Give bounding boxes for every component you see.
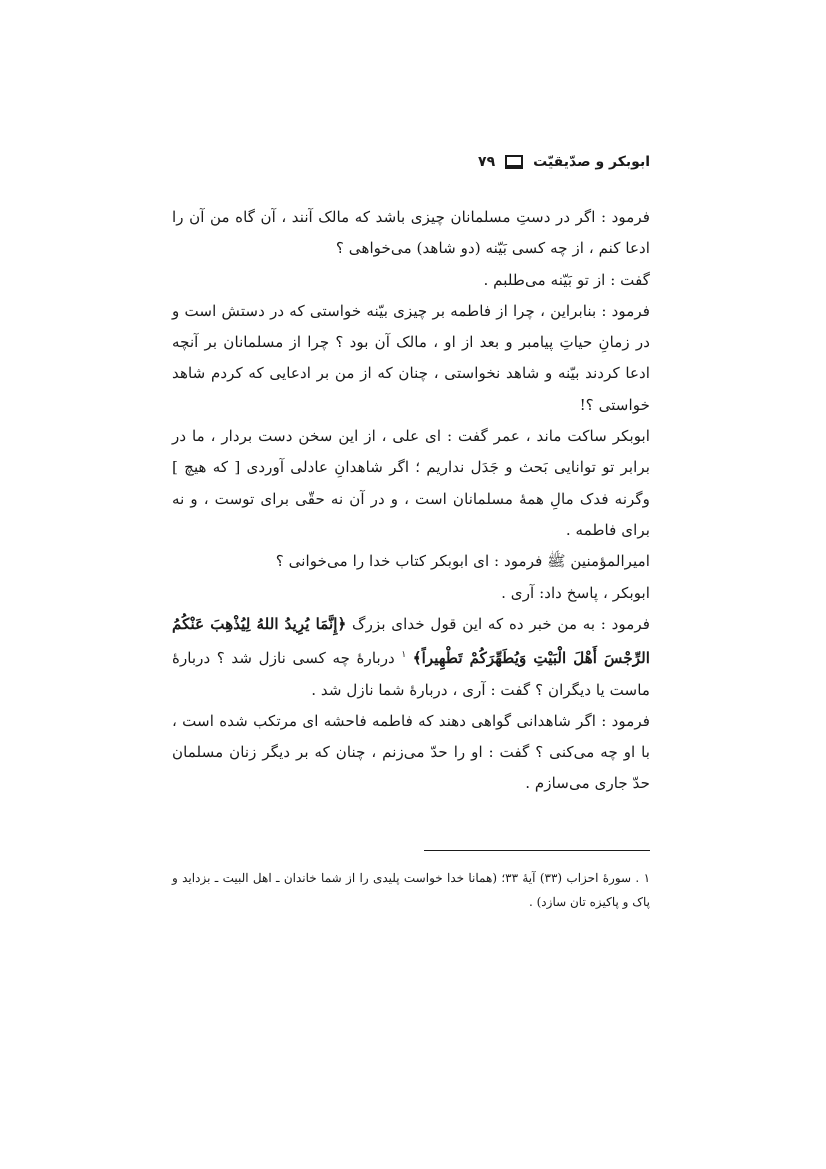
footnote: ۱ . سورهٔ احزاب (۳۳) آیهٔ ۳۳؛ (همانا خدا خواست پلیدی را از شما خاندان ـ اهل البیت ـ بزداید و پاک و پاکیزه تان سازد) . [172,871,651,909]
paragraph-quran [172,609,650,706]
paragraph-3: فرمود : بنابراین ، چرا از فاطمه بر چیزی بیّنه خواستی که در دستش است و در زمانِ حیاتِ پیامبر و بعد از او ، مالک آن بود ؟ چرا از مسلمانان بر آنچه ادعا کردند بیّنه و شاهد نخواستی ، چنان که از من بر ادعایی که کردم شاهد خواستی ؟! [172,301,650,414]
quran-outro: دربارهٔ چه کسی نازل شد ؟ دربارهٔ ماست یا دیگران ؟ گفت : آری ، دربارهٔ شما نازل شد . [172,649,650,699]
paragraph-6: ابوبکر ، پاسخ داد: آری . [501,583,650,602]
body-text [172,202,650,800]
footnote-ref: ۱ [401,650,407,661]
running-header [170,150,650,174]
quran-verse: ﴿إِنَّمَا يُرِيدُ اللهُ لِيُذْهِبَ عَنْكُمُ الرِّجْسَ أَهْلَ الْبَيْتِ وَيُطَهِّرَكُمْ تَطْهِيراً﴾ [172,614,651,668]
quran-intro: فرمود : به من خبر ده که این قول خدای بزرگ [346,614,650,633]
paragraph-5: امیرالمؤمنین ﷺ فرمود : ای ابوبکر کتاب خدا را می‌خوانی ؟ [275,552,650,571]
book-icon [505,155,523,169]
paragraph-1: فرمود : اگر در دستِ مسلمانان چیزی باشد که مالک آنند ، آن گاه من آن را ادعا کنم ، از چه کسی بَیّنه (دو شاهد) می‌خواهی ؟ [172,208,650,258]
footnote-divider [424,850,650,851]
paragraph-2: گفت : از تو بَیّنه می‌طلبم . [483,270,650,289]
running-title: ابوبکر و صدّیقیّت [533,154,650,170]
paragraph-last: فرمود : اگر شاهدانی گواهی دهند که فاطمه فاحشه ای مرتکب شده است ، با او چه می‌کنی ؟ گفت : او را حدّ می‌زنم ، چنان که بر دیگر زنان مسلمان حدّ جاری می‌سازم . [172,711,650,793]
paragraph-4: ابوبکر ساکت ماند ، عمر گفت : ای علی ، از این سخن دست بردار ، ما در برابر تو توانایی بَحث و جَدَل نداریم ؛ اگر شاهدانِ عادلی آوردی [ که هیچ ] وگرنه فدک مالِ همهٔ مسلمانان است ، و در آن نه حقّی برای توست ، و نه برای فاطمه . [172,427,650,539]
page-number: ۷۹ [478,154,496,170]
